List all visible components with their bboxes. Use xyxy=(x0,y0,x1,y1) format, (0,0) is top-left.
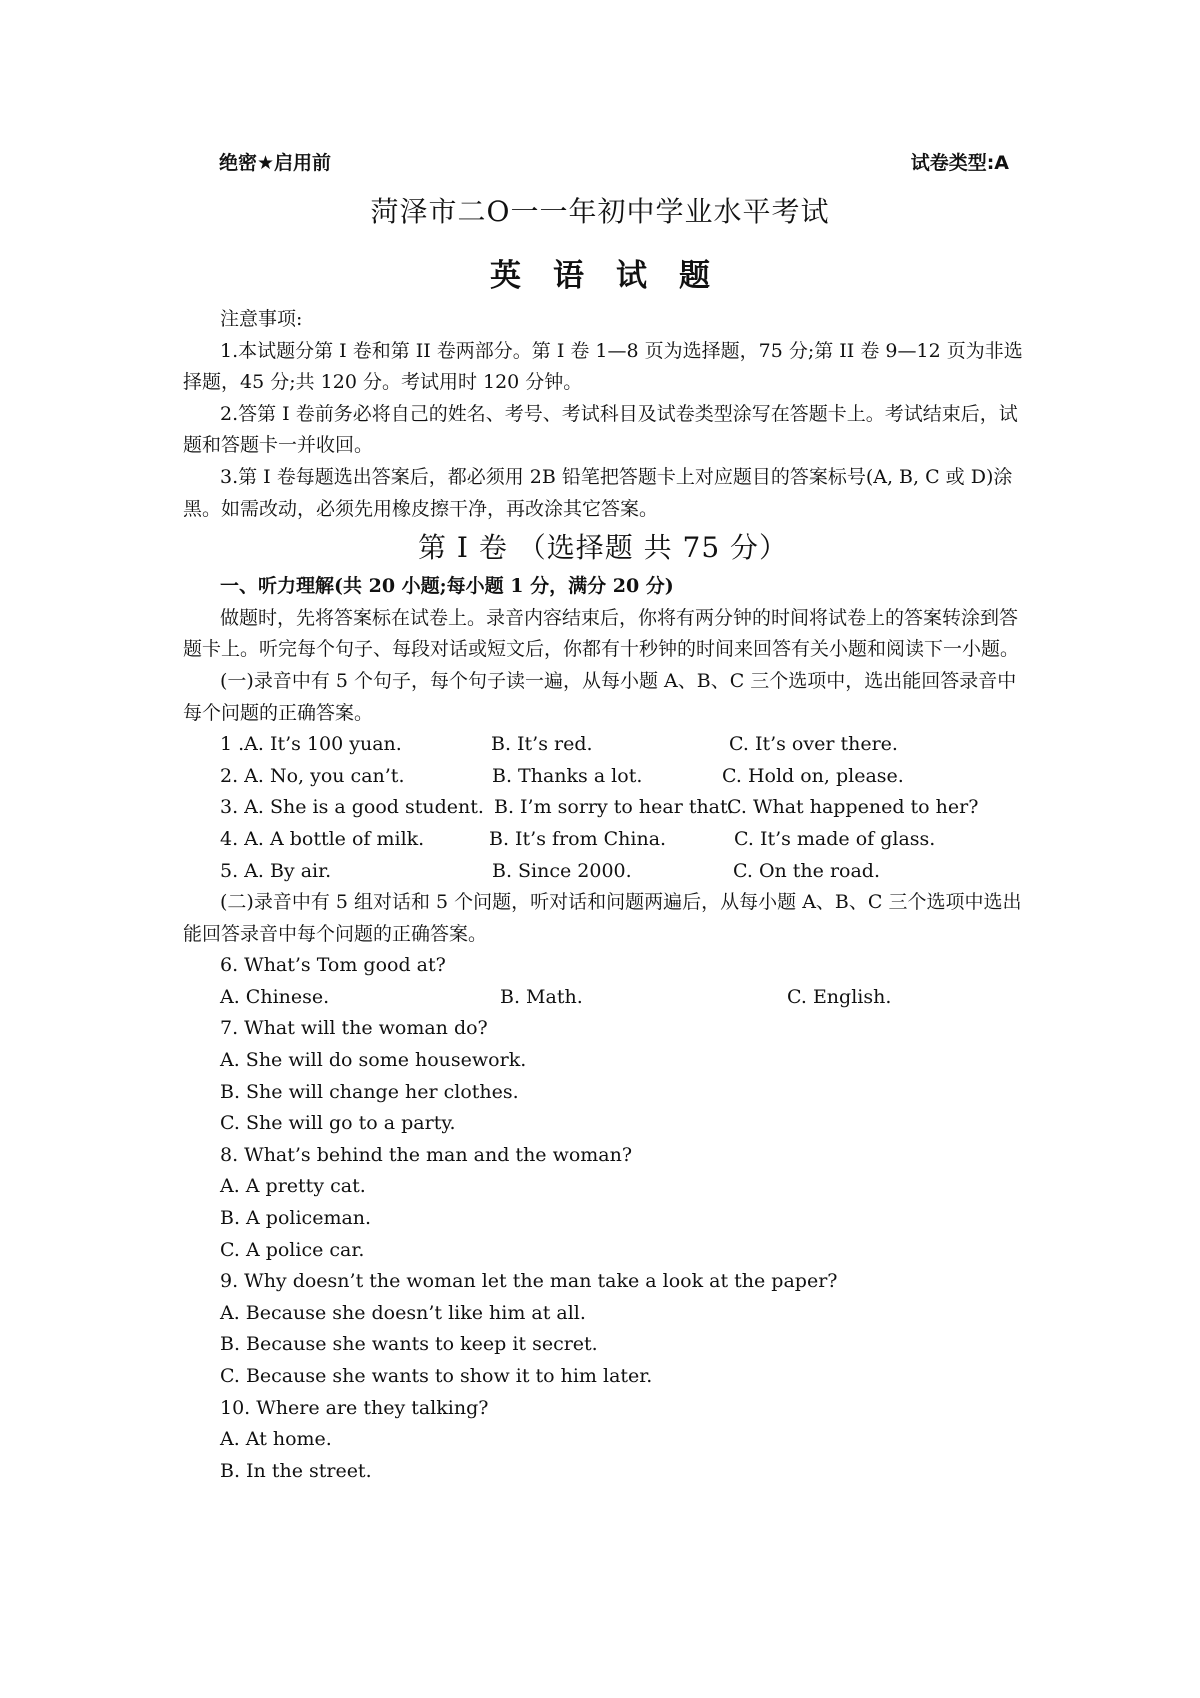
exam-title: 菏泽市二O一一年初中学业水平考试 xyxy=(370,195,830,228)
answer-option: B. A policeman. xyxy=(220,1207,372,1230)
section-heading: 第 I 卷 （选择题 共 75 分） xyxy=(417,531,789,565)
answer-option: A. A pretty cat. xyxy=(220,1175,366,1198)
answer-option: B. In the street. xyxy=(220,1459,372,1482)
note-item: 1.本试题分第 I 卷和第 II 卷两部分。第 I 卷 1—8 页为选择题，75 分;第 II 卷 9—12 页为非选择题，45 分;共 120 分。考试用时 120 分钟。 xyxy=(183,339,1023,394)
answer-option: C. Because she wants to show it to him later. xyxy=(220,1365,653,1387)
option-c: C. It’s made of glass. xyxy=(734,827,936,850)
question-text: 6. What’s Tom good at? xyxy=(220,954,446,977)
question-text: 9. Why doesn’t the woman let the man take a look at the paper? xyxy=(220,1270,838,1293)
part-intro: 做题时，先将答案标在试卷上。录音内容结束后，你将有两分钟的时间将试卷上的答案转涂到答题卡上。听完每个句子、每段对话或短文后，你都有十秒钟的时间来回答有关小题和阅读下一小题。 xyxy=(183,606,1020,661)
answer-option: B. Because she wants to keep it secret. xyxy=(220,1333,598,1356)
option-c: C. It’s over there. xyxy=(729,733,898,756)
option-b: B. Thanks a lot. xyxy=(492,764,643,787)
question-text: 10. Where are they talking? xyxy=(220,1396,489,1419)
question-row xyxy=(183,729,1023,761)
option-b: B. Since 2000. xyxy=(492,859,632,882)
option-c: C. Hold on, please. xyxy=(722,764,904,787)
notes-heading: 注意事项: xyxy=(220,308,303,330)
answer-option: C. She will go to a party. xyxy=(220,1112,456,1135)
option-a: 4. A. A bottle of milk. xyxy=(220,827,425,850)
answer-option: C. A police car. xyxy=(220,1238,365,1261)
question-row xyxy=(183,761,1023,793)
option-c: C. What happened to her? xyxy=(727,796,979,819)
question-row xyxy=(183,824,1023,856)
option-a: 2. A. No, you can’t. xyxy=(220,764,405,787)
option-a: 5. A. By air. xyxy=(220,859,332,882)
option-b: B. It’s from China. xyxy=(489,827,667,850)
answer-option: A. She will do some housework. xyxy=(220,1049,527,1072)
option-a: 1 .A. It’s 100 yuan. xyxy=(220,733,402,756)
subsection-instruction: (一)录音中有 5 个句子，每个句子读一遍，从每小题 A、B、C 三个选项中，选出能回答录音中每个问题的正确答案。 xyxy=(183,669,1017,724)
answer-option: B. She will change her clothes. xyxy=(220,1080,519,1103)
option-b: B. It’s red. xyxy=(491,733,593,756)
answer-option: A. At home. xyxy=(220,1428,332,1451)
option-b: B. I’m sorry to hear that. xyxy=(494,796,734,819)
question-row xyxy=(183,792,1023,824)
note-item: 2.答第 I 卷前务必将自己的姓名、考号、考试科目及试卷类型涂写在答题卡上。考试结束后，试题和答题卡一并收回。 xyxy=(183,402,1018,457)
confidential-label: 绝密★启用前 xyxy=(219,152,332,174)
part-heading: 一、听力理解(共 20 小题;每小题 1 分，满分 20 分) xyxy=(220,575,674,598)
subsection-instruction: (二)录音中有 5 组对话和 5 个问题，听对话和问题两遍后，从每小题 A、B、C 三个选项中选出能回答录音中每个问题的正确答案。 xyxy=(183,891,1022,945)
option-b: B. Math. xyxy=(500,985,583,1008)
subject-char: 题 xyxy=(679,258,710,294)
subject-char: 试 xyxy=(616,258,647,294)
question-row xyxy=(183,856,1023,888)
note-item: 3.第 I 卷每题选出答案后，都必须用 2B 铅笔把答题卡上对应题目的答案标号(A, B, C 或 D)涂黑。如需改动，必须先用橡皮擦干净，再改涂其它答案。 xyxy=(183,465,1013,520)
question-text: 8. What’s behind the man and the woman? xyxy=(220,1143,633,1166)
option-a: 3. A. She is a good student. xyxy=(220,796,484,819)
paper-type-label: 试卷类型:A xyxy=(910,152,1009,174)
subject-char: 语 xyxy=(553,258,584,294)
question-text: 7. What will the woman do? xyxy=(220,1017,488,1040)
question-row xyxy=(183,982,1023,1014)
option-c: C. English. xyxy=(787,985,892,1008)
option-c: C. On the road. xyxy=(733,859,880,882)
option-a: A. Chinese. xyxy=(220,985,330,1008)
subject-title xyxy=(0,250,1200,295)
exam-body xyxy=(183,304,1023,1487)
subject-char: 英 xyxy=(490,258,521,294)
answer-option: A. Because she doesn’t like him at all. xyxy=(220,1301,586,1324)
header-row xyxy=(219,148,1009,175)
